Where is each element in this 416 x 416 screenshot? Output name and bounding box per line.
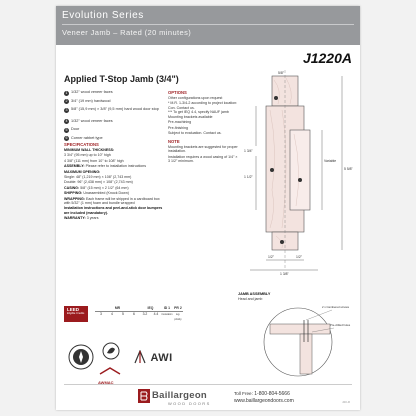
dim-variable: Variable — [324, 159, 337, 163]
spec-line: MINIMUM WALL THICKNESS: — [64, 148, 115, 152]
header-rule — [62, 24, 354, 25]
list-item — [64, 107, 160, 118]
component-list — [64, 90, 160, 145]
option-item: Subject to evaluation. Contact us. — [168, 130, 222, 135]
spec-line: Double: 96" (2,438 mm) × 108" (2,743 mm) — [64, 180, 133, 185]
list-item — [64, 99, 160, 107]
certification-logos — [64, 340, 194, 385]
option-item: Mounting brackets available — [168, 115, 213, 120]
item-number: 3 — [65, 107, 68, 112]
spec-line: Single: 48" (1,219 mm) × 108" (2,743 mm) — [64, 175, 132, 180]
item-number: 5 — [65, 127, 68, 132]
model-number: J1220A — [302, 50, 352, 66]
note-heading: NOTE — [168, 139, 180, 145]
dim-total: 5 5/8" — [344, 167, 353, 171]
item-number: 1 — [65, 90, 68, 95]
contact-block — [234, 390, 294, 405]
item-text: 1/32" wood veneer faces — [71, 90, 113, 94]
dim-top: 5/8" — [278, 71, 284, 75]
awi-mark-icon — [134, 350, 146, 364]
brand-name: Baillargeon — [152, 390, 208, 401]
awi-logo: AWI — [134, 348, 173, 366]
option-item: * M.R. 1-3/4-2 according to project location: Con. Contact us. — [168, 101, 238, 110]
leed-value-row: 3 4 5 6 3.2 4.4 innovation reg. priority — [100, 312, 182, 321]
list-item — [64, 119, 160, 127]
callout-holes: Pre-drilled holes — [330, 323, 351, 327]
spec-line: CASING: 5/8" (15 mm) × 2 1/2" (64 mm) — [64, 185, 129, 190]
specifications — [64, 140, 164, 222]
item-text: Door — [71, 127, 80, 132]
brand-logo-icon — [138, 389, 150, 403]
item-text: 1/32" wood veneer faces — [71, 118, 113, 123]
brand-subtitle: WOOD DOORS — [168, 401, 211, 406]
jamb-piece — [300, 334, 312, 374]
detail-circle — [264, 308, 332, 376]
head-piece — [270, 324, 330, 334]
awmac-mark-icon — [98, 367, 122, 375]
phone-number: 1-800-804-5666 — [254, 391, 290, 397]
options-heading: OPTIONS — [168, 90, 187, 95]
dim-bottom-left: 1/2" — [268, 255, 274, 259]
spec-line: WARRANTY: 3 years — [64, 216, 99, 221]
fire-rating-seal-icon — [68, 344, 94, 370]
toll-free-label: Toll Free: — [234, 391, 253, 396]
series-subtitle: Veneer Jamb – Rated (20 minutes) — [62, 28, 192, 37]
option-item: Other configurations upon request — [168, 96, 223, 100]
item-text: 3/4" (19 mm) hardwood — [71, 98, 111, 103]
footer — [56, 382, 360, 410]
note-item: Mounting brackets are suggested for proper installation. — [168, 145, 238, 154]
list-item — [64, 90, 160, 98]
dim-overall: 1 3/8" — [280, 272, 289, 276]
spec-line: ASSEMBLY: Please refer to installation instructions — [64, 164, 147, 169]
note-item: Installation requires a wood casing of 1/4" × 3 1/2" minimum. — [168, 154, 238, 164]
leed-label: LEED Eligible Credits — [64, 306, 88, 322]
option-item: Pre-machining — [168, 120, 192, 125]
dim-bottom-right: 1/2" — [296, 255, 302, 259]
dim-width: 1 3/4" — [244, 149, 253, 153]
options-column — [168, 88, 238, 164]
website-link[interactable]: www.baillargeondoors.com — [234, 398, 294, 404]
assembly-title: JAMB ASSEMBLY — [238, 292, 271, 296]
assembly-subtitle: Head and jamb — [238, 297, 263, 301]
option-item: Pre-finishing — [168, 125, 188, 130]
page-code: J20-R — [341, 400, 350, 404]
spec-sheet — [56, 6, 360, 410]
item-text: 5/8" (15,9 mm) × 3/8" (9,5 mm) hard wood door stop — [71, 107, 159, 112]
leed-header-row: MR IEQ ID 1 PR 2 — [95, 306, 183, 312]
callout-screws: 2 x Cambered screws — [322, 305, 350, 309]
door-stop — [290, 130, 310, 210]
item-text: Corner rabbet type — [71, 135, 103, 140]
item-number: 6 — [65, 136, 68, 141]
jamb-assembly-drawing — [252, 302, 352, 380]
leed-table — [64, 306, 190, 324]
jamb-section-drawing — [242, 70, 356, 276]
spec-line: MAXIMUM OPENING: — [64, 169, 101, 174]
option-item: *** To get IEQ 4.4, specify NAUF jamb — [168, 110, 229, 115]
leaf-seal-icon — [102, 342, 120, 360]
product-title: Applied T-Stop Jamb (3/4") — [64, 74, 179, 84]
specifications-heading: SPECIFICATIONS — [64, 142, 99, 147]
spec-line: SHIPPING: Unassembled (Knock Down) — [64, 191, 129, 196]
spec-line: WRAPPING: Each frame will be shipped in a cardboard box with 5/32" (1 mm) foam and bundle wrapped — [64, 196, 160, 206]
awmac-logo: AWMAC — [98, 362, 122, 385]
spec-line: 3 3/4" (95 mm) up to 10" high — [64, 153, 111, 158]
footer-rule — [64, 384, 352, 385]
dim-side: 1 1/2" — [244, 175, 253, 179]
spec-line: 4 3/8" (111 mm) from 10" to 108" high — [64, 158, 124, 163]
series-title: Evolution Series — [62, 10, 144, 21]
item-number: 2 — [65, 99, 68, 104]
header-band — [56, 6, 360, 45]
leed-credits — [95, 306, 183, 322]
list-item — [64, 127, 160, 135]
item-number: 4 — [65, 119, 68, 124]
spec-line: Installation instructions and peel-and-stick door bumpers are included (mandatory). — [64, 206, 163, 215]
